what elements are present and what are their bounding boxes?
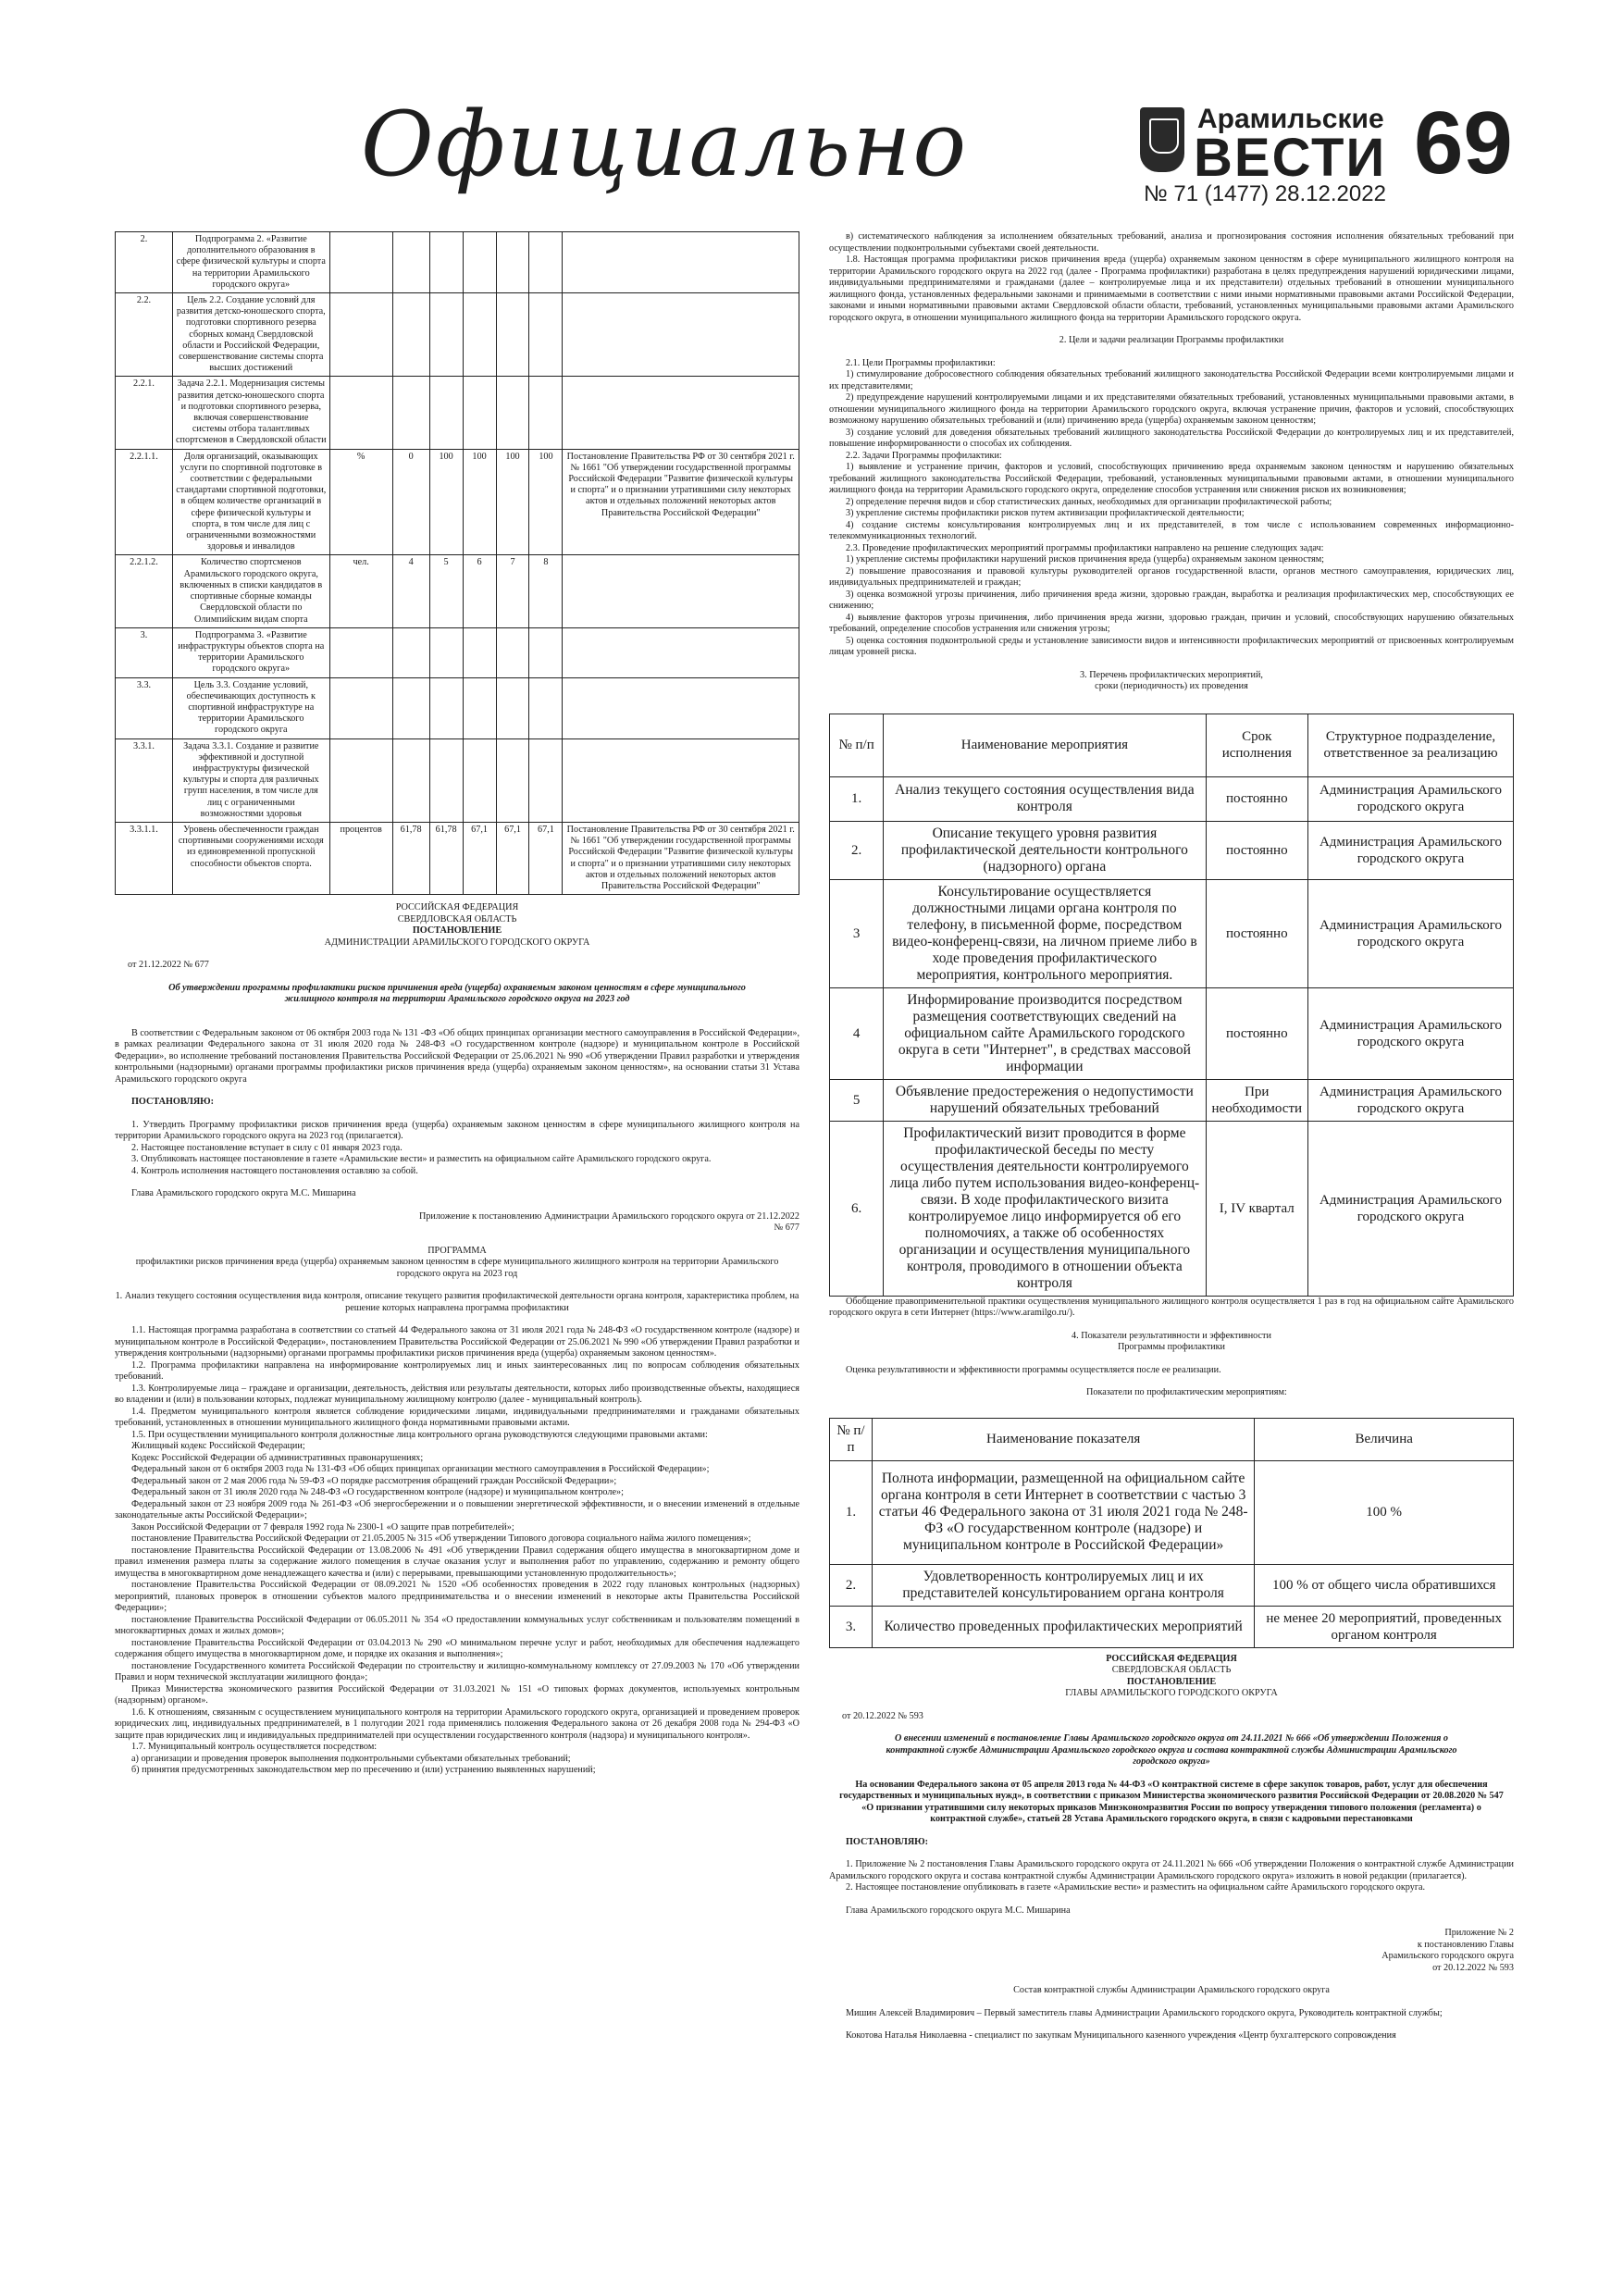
table-row [116, 293, 799, 377]
right-column [829, 231, 1514, 2042]
table-cell: Администрация Арамильского городского округа [1308, 1079, 1514, 1121]
body-paragraph: 1) укрепление системы профилактики нарушений рисков причинения вреда (ущерба) охраняемым законом ценностям; [846, 554, 1324, 565]
signature: Глава Арамильского городского округа М.С. Мишарина [846, 1905, 1071, 1916]
table-cell [429, 377, 463, 449]
table-cell [392, 738, 429, 822]
body-paragraph: в) систематического наблюдения за исполнением обязательных требований, анализа и прогнозирования состояния исполнения обязательных требований при осуществлении подконтрольными субъектами своей деятельности. [829, 231, 1514, 254]
table-cell [429, 677, 463, 738]
table-cell: 100 [529, 449, 563, 555]
doc-header-line: РОССИЙСКАЯ ФЕДЕРАЦИЯ [395, 902, 519, 913]
table-cell: Администрация Арамильского городского округа [1308, 821, 1514, 879]
body-paragraph: 2) определение перечня видов и сбор статистических данных, необходимых для организации профилактической работы; [846, 496, 1332, 507]
table-cell: Информирование производится посредством размещения соответствующих сведений на официальном сайте Арамильского городского округа в сети "Интернет", в средствах массовой информации [884, 987, 1206, 1079]
table-cell [392, 627, 429, 677]
body-paragraph: 2.1. Цели Программы профилактики: [846, 357, 996, 368]
table-cell: 100 [496, 449, 529, 555]
table-row [830, 1079, 1514, 1121]
table-cell: Объявление предостережения о недопустимости нарушений обязательных требований [884, 1079, 1206, 1121]
table-row [830, 821, 1514, 879]
table-cell [463, 232, 496, 293]
newspaper-logo [1140, 104, 1387, 188]
table-cell: Администрация Арамильского городского округа [1308, 1121, 1514, 1296]
table-row [116, 377, 799, 449]
table-row [830, 1606, 1514, 1647]
table-cell: 61,78 [429, 822, 463, 894]
table-cell: Описание текущего уровня развития профилактической деятельности контрольного (надзорного) органа [884, 821, 1206, 879]
events-table [829, 714, 1514, 1297]
program-body [115, 1325, 799, 1777]
table-cell: Цель 3.3. Создание условий, обеспечивающих доступность к спортивной инфраструктуре на территории Арамильского городского округа [172, 677, 329, 738]
table-cell: 3. [116, 627, 173, 677]
table-row [116, 627, 799, 677]
column-header: № п/п [830, 714, 884, 776]
section-subheading: сроки (периодичность) их проведения [1095, 681, 1248, 691]
body-paragraph: 4) выявление факторов угрозы причинения, либо причинения вреда жизни, здоровью граждан, причин и условий, способствующих нарушению обязательных требований, определение способов устранения или снижения угрозы; [829, 612, 1514, 634]
table-cell [563, 677, 799, 738]
appendix-line: от 20.12.2022 № 593 [1432, 1962, 1514, 1973]
table-row [116, 555, 799, 627]
program-title: ПРОГРАММА [427, 1245, 487, 1256]
table-cell [496, 293, 529, 377]
table-cell: 2. [116, 232, 173, 293]
table-cell [392, 232, 429, 293]
table-cell [563, 738, 799, 822]
section-heading: 1. Анализ текущего состояния осуществления вида контроля, описание текущего развития профилактической деятельности органа контроля, характеристика проблем, на решение которых направлена программа профилактики [115, 1291, 799, 1313]
issue-number: № 71 (1477) 28.12.2022 [1144, 181, 1386, 206]
body-paragraph: 1.3. Контролируемые лица – граждане и организации, деятельность, действия или результаты деятельности, которых либо производственные объекты, находящиеся во владении и (или) в пользовании которых, подлежат муниципальному жилищному контролю (далее - муниципальный контроль). [115, 1383, 799, 1406]
table-cell: 4 [830, 987, 884, 1079]
table-cell: Цель 2.2. Создание условий для развития детско-юношеского спорта, подготовки спортивного резерва сборных команд Свердловской области и Российской Федерации, совершенствование системы спорта высших достижений [172, 293, 329, 377]
table-cell [429, 293, 463, 377]
table-cell: 67,1 [529, 822, 563, 894]
table-cell [392, 377, 429, 449]
body-paragraph: 2) повышение правосознания и правовой культуры руководителей органов государственной власти, органов местного самоуправления, юридических лиц, индивидуальных предпринимателей и граждан; [829, 565, 1514, 588]
member-entry: Кокотова Наталья Николаевна - специалист по закупкам Муниципального казенного учреждения «Центр бухгалтерского сопровождения [846, 2030, 1396, 2041]
table-cell: Анализ текущего состояния осуществления вида контроля [884, 776, 1206, 821]
table-row [116, 449, 799, 555]
table-cell [529, 738, 563, 822]
table-cell [529, 627, 563, 677]
doc-basis: На основании Федерального закона от 05 апреля 2013 года № 44-ФЗ «О контрактной системе в сфере закупок товаров, работ, услуг для обеспечения государственных и муниципальных нужд», в соответствии с приказом Министерства экономического развития Российской Федерации от 20.08.2020 № 547 «О признании утратившими силу некоторых приказов Минэкономразвития России по вопросу утверждения типового положения (регламента) о контрактной службе», статьей 28 Устава Арамильского городского округа, в связи с кадровыми перестановками [839, 1779, 1504, 1824]
table-cell: 100 [463, 449, 496, 555]
table-row [830, 1121, 1514, 1296]
section-heading: 4. Показатели результативности и эффективности [1072, 1330, 1271, 1341]
doc-date: от 21.12.2022 № 677 [128, 960, 209, 971]
left-column [115, 231, 799, 1777]
table-cell: 100 % [1255, 1460, 1514, 1564]
doc-header-line: РОССИЙСКАЯ ФЕДЕРАЦИЯ [1106, 1653, 1237, 1664]
table-cell [529, 677, 563, 738]
table-header-row [830, 1418, 1514, 1460]
indicators-results-table [829, 1418, 1514, 1648]
doc-header-line: АДМИНИСТРАЦИИ АРАМИЛЬСКОГО ГОРОДСКОГО ОКРУГА [324, 937, 590, 948]
table-cell [563, 627, 799, 677]
table-row [830, 879, 1514, 987]
table-row [116, 822, 799, 894]
table-cell: 3 [830, 879, 884, 987]
section-subheading: Программы профилактики [1117, 1342, 1226, 1352]
decree-item: 2. Настоящее постановление вступает в силу с 01 января 2023 года. [131, 1142, 403, 1153]
signature: Глава Арамильского городского округа М.С. Мишарина [131, 1188, 356, 1199]
table-cell: 3.3.1. [116, 738, 173, 822]
body-paragraph: 1.2. Программа профилактики направлена на информирование контролируемых лиц и иных заинтересованных лиц по вопросам соблюдения обязательных требований. [115, 1359, 799, 1383]
decree-word: ПОСТАНОВЛЯЮ: [846, 1836, 929, 1847]
table-cell: постоянно [1206, 776, 1308, 821]
table-cell: Администрация Арамильского городского округа [1308, 879, 1514, 987]
body-paragraph: 3) укрепление системы профилактики рисков путем активизации профилактической деятельности; [846, 508, 1245, 518]
decree-item: 3. Опубликовать настоящее постановление в газете «Арамильские вести» и разместить на официальном сайте Арамильского городского округа. [131, 1154, 712, 1165]
body-paragraph: 1.1. Настоящая программа разработана в соответствии со статьей 44 Федерального закона от 31 июля 2021 года № 248-ФЗ «О государственном контроле (надзоре) и муниципальном контроле в Российской Федерации», постановлением Правительства Российской Федерации от 25.06.2021 № 990 «Об утверждении Правил разработки и утверждения контрольными (надзорными) органами программы профилактики рисков причинения вреда (ущерба) охраняемым законом ценностям». [115, 1325, 799, 1359]
table-cell: Профилактический визит проводится в форме профилактической беседы по месту осуществления деятельности контролируемого лица либо путем использования видео-конференц-связи. В ходе профилактического визита контролируемое лицо информируется об его полномочиях, а также об особенностях организации и осуществления муниципального контроля, проводимого в отношении объекта контроля [884, 1121, 1206, 1296]
body-paragraph: 3) создание условий для доведения обязательных требований жилищного законодательства Российской Федерации до контролируемых лиц и их представителей, повышение информированности о способах их соблюдения. [829, 427, 1514, 449]
table-cell: Количество проведенных профилактических мероприятий [872, 1606, 1254, 1647]
table-cell: 6 [463, 555, 496, 627]
table-row [116, 738, 799, 822]
doc-header-line: ГЛАВЫ АРАМИЛЬСКОГО ГОРОДСКОГО ОКРУГА [1065, 1688, 1278, 1698]
appendix-note: Приложение к постановлению Администрации Арамильского городского округа от 21.12.2022 № 677 [418, 1210, 799, 1234]
table-cell [429, 738, 463, 822]
table-cell [392, 293, 429, 377]
practice-note: Обобщение правоприменительной практики осуществления муниципального жилищного контроля осуществляется 1 раз в год на официальном сайте Арамильского городского округа в сети Интернет (https://www.aramilgo.ru/). [829, 1296, 1514, 1318]
table-cell: 1. [830, 1460, 873, 1564]
decree-item: 2. Настоящее постановление опубликовать в газете «Арамильские вести» и разместить на официальном сайте Арамильского городского округа. [846, 1882, 1426, 1893]
table-cell [329, 377, 392, 449]
body-paragraph: постановление Правительства Российской Федерации от 13.08.2006 № 491 «Об утверждении Правил содержания общего имущества в многоквартирном доме и правил изменения размера платы за содержание жилого помещения в случае оказания услуг и выполнения работ по управлению, содержанию и ремонту общего имущества в многоквартирном доме ненадлежащего качества и (или) с перерывами, превышающими установленную продолжительность»; [115, 1545, 799, 1579]
table-cell: 1. [830, 776, 884, 821]
coat-of-arms-icon [1140, 107, 1184, 172]
body-paragraph: 1.7. Муниципальный контроль осуществляется посредством: [131, 1742, 378, 1753]
table-header-row [830, 714, 1514, 776]
table-cell [529, 293, 563, 377]
table-cell: Уровень обеспеченности граждан спортивными сооружениями исходя из единовременной пропускной способности объектов спорта. [172, 822, 329, 894]
table-row [830, 1564, 1514, 1606]
doc-title: Об утверждении программы профилактики рисков причинения вреда (ущерба) охраняемым законом ценностям в сфере муниципального жилищного контроля на территории Арамильского городского округа на 2023 год [168, 982, 746, 1005]
decree-item: 1. Приложение № 2 постановления Главы Арамильского городского округа от 24.11.2021 № 666 «Об утверждении Положения о контрактной службе Администрации Арамильского городского округа и состава контрактной службы Администрации Арамильского городского округа» изложить в новой редакции (прилагается). [829, 1859, 1514, 1881]
section-heading: 2. Цели и задачи реализации Программы профилактики [1059, 335, 1284, 345]
body-paragraph: постановление Правительства Российской Федерации от 03.04.2013 № 290 «О минимальном перечне услуг и работ, необходимых для обеспечения надлежащего содержания общего имущества в многоквартирном доме, и порядке их оказания и выполнения»; [115, 1637, 799, 1660]
body-paragraph: Показатели по профилактическим мероприятиям: [1086, 1387, 1287, 1397]
body-paragraph: 2.3. Проведение профилактических мероприятий программы профилактики направлено на решение следующих задач: [846, 542, 1324, 553]
table-cell [329, 738, 392, 822]
body-paragraph: Федеральный закон от 31 июля 2020 года № 248-ФЗ «О государственном контроле (надзоре) и муниципальном контроле»; [131, 1487, 624, 1498]
doc-title: О внесении изменений в постановление Главы Арамильского городского округа от 24.11.2021 № 666 «Об утверждении Положения о контрактной службе Администрации Арамильского городского округа и состава контрактной службы Администрации Арамильского городского округа» [886, 1733, 1457, 1767]
section-title: Официально [361, 93, 969, 196]
table-cell [463, 293, 496, 377]
section-heading: 3. Перечень профилактических мероприятий, [1080, 669, 1263, 680]
body-paragraph: 1.8. Настоящая программа профилактики рисков причинения вреда (ущерба) охраняемым законом ценностям в сфере муниципального жилищного контроля на территории Арамильского городского округа на 2022 год (далее - Программа профилактики) разработана в целях предупреждения нарушений юридическими лицами, индивидуальными предпринимателями и гражданами (далее – контролируемые лица и их представители) отдельных требований в отношении муниципального жилищного фонда, установленных федеральными законами и принимаемыми в соответствии с ними иными нормативными правовыми актами Российской Федерации, законами и иными нормативными правовыми актами Свердловской области области, требований, установленных муниципальными правовыми актами Арамильского городского округа, в отношении муниципального жилищного фонда на территории Арамильского городского округа. [829, 254, 1514, 323]
table-cell: процентов [329, 822, 392, 894]
table-cell [563, 232, 799, 293]
table-row [830, 776, 1514, 821]
table-cell [496, 677, 529, 738]
table-cell: Постановление Правительства РФ от 30 сентября 2021 г. № 1661 "Об утверждении государственной программы Российской Федерации "Развитие физической культуры и спорта" и о признании утратившими силу некоторых актов и отдельных положений некоторых актов Правительства Российской Федерации" [563, 449, 799, 555]
table-cell: не менее 20 мероприятий, проведенных органом контроля [1255, 1606, 1514, 1647]
table-cell: Количество спортсменов Арамильского городского округа, включенных в списки кандидатов в спортивные сборные команды Свердловской области по Олимпийским видам спорта [172, 555, 329, 627]
table-cell: 8 [529, 555, 563, 627]
table-cell: постоянно [1206, 879, 1308, 987]
table-cell: 2.2.1.1. [116, 449, 173, 555]
table-cell: 67,1 [463, 822, 496, 894]
body-paragraph: Приказ Министерства экономического развития Российской Федерации от 31.03.2021 № 151 «О типовых формах документов, используемых контрольным (надзорным) органом». [115, 1683, 799, 1706]
page-number: 69 [1414, 93, 1513, 192]
table-cell: постоянно [1206, 821, 1308, 879]
table-cell: постоянно [1206, 987, 1308, 1079]
table-cell: Задача 2.2.1. Модернизация системы развития детско-юношеского спорта и подготовки спортивного резерва, включая совершенствование системы отбора талантливых спортсменов в Свердловской области [172, 377, 329, 449]
column-header: № п/п [830, 1418, 873, 1460]
table-cell: 0 [392, 449, 429, 555]
table-cell: 2.2.1. [116, 377, 173, 449]
table-cell: I, IV квартал [1206, 1121, 1308, 1296]
body-paragraph: Закон Российской Федерации от 7 февраля 1992 года № 2300-1 «О защите прав потребителей»; [131, 1521, 514, 1533]
body-paragraph: Кодекс Российской Федерации об административных правонарушениях; [131, 1452, 424, 1463]
column-header: Величина [1255, 1418, 1514, 1460]
column-header: Структурное подразделение, ответственное за реализацию [1308, 714, 1514, 776]
doc-header-line: ПОСТАНОВЛЕНИЕ [1126, 1676, 1217, 1687]
table-cell: 2.2.1.2. [116, 555, 173, 627]
table-cell: 5 [830, 1079, 884, 1121]
member-entry: Мишин Алексей Владимирович – Первый заместитель главы Администрации Арамильского городского округа, Руководитель контрактной службы; [846, 2007, 1443, 2018]
indicators-table [115, 231, 799, 895]
table-cell [496, 232, 529, 293]
table-row [116, 677, 799, 738]
table-cell: 2. [830, 821, 884, 879]
body-paragraph: 1.5. При осуществлении муниципального контроля должностные лица контрольного органа руководствуются следующими правовыми актами: [131, 1429, 708, 1440]
doc-header-line: СВЕРДЛОВСКАЯ ОБЛАСТЬ [1111, 1665, 1232, 1675]
body-paragraph: а) организации и проведения проверок выполнения подконтрольными субъектами обязательных требований; [131, 1753, 571, 1764]
table-row [830, 987, 1514, 1079]
appendix-line: Арамильского городского округа [1381, 1951, 1514, 1961]
table-cell: 6. [830, 1121, 884, 1296]
table-cell: 7 [496, 555, 529, 627]
table-cell [563, 555, 799, 627]
table-cell [392, 677, 429, 738]
body-paragraph: Оценка результативности и эффективности программы осуществляется после ее реализации. [846, 1364, 1221, 1375]
table-cell: 2. [830, 1564, 873, 1606]
table-cell: Консультирование осуществляется должностными лицами органа контроля по телефону, в письменной форме, посредством видео-конференц-связи, на личном приеме либо в ходе проведения профилактического мероприятия, контрольного мероприятия. [884, 879, 1206, 987]
body-paragraph: Федеральный закон от 23 ноября 2009 года № 261-ФЗ «Об энергосбережении и о повышении энергетической эффективности, и о внесении изменений в отдельные законодательные акты Российской Федерации»; [115, 1498, 799, 1521]
body-paragraph: 3) оценка возможной угрозы причинения, либо причинения вреда жизни, здоровью граждан, выработка и реализация профилактических мер, способствующих ее снижению; [829, 589, 1514, 611]
body-paragraph: Федеральный закон от 6 октября 2003 года № 131-ФЗ «Об общих принципах организации местного самоуправления в Российской Федерации»; [131, 1464, 710, 1475]
table-cell [529, 232, 563, 293]
table-cell [463, 677, 496, 738]
doc-preamble: В соответствии с Федеральным законом от 06 октября 2003 года № 131 -ФЗ «Об общих принципах организации местного самоуправления в Российской Федерации», в рамках реализации Федерального закона от 31 июля 2020 года № 248-ФЗ «О государственном контроле (надзоре) и муниципальном контроле в Российской Федерации», во исполнение требований постановления Правительства Российской Федерации от 25.06.2021 № 990 «Об утверждении Правил разработки и утверждения контрольными (надзорными) органами программы профилактики рисков причинения вреда (ущерба) охраняемым законом ценностям», на основании статьи 31 Устава Арамильского городского округа [115, 1027, 799, 1085]
body-paragraph: Жилищный кодекс Российской Федерации; [131, 1441, 305, 1452]
doc-header-line: ПОСТАНОВЛЕНИЕ [412, 925, 502, 937]
table-cell: 67,1 [496, 822, 529, 894]
table-cell: 5 [429, 555, 463, 627]
table-cell [329, 627, 392, 677]
column-header: Наименование мероприятия [884, 714, 1206, 776]
body-paragraph: Федеральный закон от 2 мая 2006 года № 59-ФЗ «О порядке рассмотрения обращений граждан Российской Федерации»; [131, 1475, 617, 1486]
table-cell [463, 627, 496, 677]
table-cell [529, 377, 563, 449]
table-cell [563, 293, 799, 377]
column-header: Наименование показателя [872, 1418, 1254, 1460]
body-paragraph: 1.6. К отношениям, связанным с осуществлением муниципального контроля на территории Арамильского городского округа, организацией и проведением проверок юридических лиц, индивидуальных предпринимателей, в 1 полугодии 2021 года применялись положения Федерального закона от 26 декабря 2008 года № 294-ФЗ «О защите прав юридических лиц и индивидуальных предпринимателей при осуществлении государственного контроля (надзора) и муниципального контроля». [115, 1706, 799, 1741]
table-cell: Полнота информации, размещенной на официальном сайте органа контроля в сети Интернет в соответствии с частью 3 статьи 46 Федерального закона от 31 июля 2021 года № 248-ФЗ «О государственном контроле (надзоре) и муниципальном контроле в Российской Федерации» [872, 1460, 1254, 1564]
body-paragraph: 1) выявление и устранение причин, факторов и условий, способствующих причинению вреда охраняемым законом ценностям и нарушению обязательных требований жилищного законодательства Российской Федерации, требований, установленных муниципальными правовыми актами, в отношении муниципального жилищного фонда на территории Арамильского городского округа, определение способов устранения или снижения рисков их возникновения; [829, 462, 1514, 495]
table-cell: Постановление Правительства РФ от 30 сентября 2021 г. № 1661 "Об утверждении государственной программы Российской Федерации "Развитие физической культуры и спорта" и о признании утратившими силу некоторых актов и отдельных положений некоторых актов Правительства Российской Федерации" [563, 822, 799, 894]
table-cell [463, 738, 496, 822]
body-paragraph: 2) предупреждение нарушений контролируемыми лицами и их представителями обязательных требований, установленных муниципальными правовыми актами, в отношении муниципального жилищного фонда на территории Арамильского городского округа, включая устранение причин, факторов и условий, способствующих возможному нарушению обязательных требований и (или) причинению вреда (ущерба) охраняемым законом ценностям; [829, 392, 1514, 426]
appendix-line: к постановлению Главы [1417, 1939, 1514, 1950]
table-cell: Удовлетворенность контролируемых лиц и их представителей консультированием органа контроля [872, 1564, 1254, 1606]
decree-item: 4. Контроль исполнения настоящего постановления оставляю за собой. [131, 1165, 418, 1176]
appendix-line: Приложение № 2 [1444, 1928, 1514, 1938]
table-cell [329, 293, 392, 377]
body-paragraph: постановление Правительства Российской Федерации от 08.09.2021 № 1520 «Об особенностях проведения в 2022 году плановых контрольных (надзорных) мероприятий, плановых проверок в отношении субъектов малого предпринимательства и о внесении изменений в некоторые акты Правительства Российской Федерации»; [115, 1580, 799, 1614]
table-cell: % [329, 449, 392, 555]
table-cell: 100 [429, 449, 463, 555]
table-cell: 3.3. [116, 677, 173, 738]
goals-body [829, 358, 1514, 659]
body-paragraph: постановление Правительства Российской Федерации от 21.05.2005 № 315 «Об утверждении Типового договора социального найма жилого помещения»; [131, 1533, 751, 1545]
table-row [830, 1460, 1514, 1564]
table-cell: Доля организаций, оказывающих услуги по спортивной подготовке в соответствии с федеральными стандартами спортивной подготовки, в общем количестве организаций в сфере физической культуры и спорта, в том числе для лиц с ограниченными возможностями здоровья и инвалидов [172, 449, 329, 555]
decree-word: ПОСТАНОВЛЯЮ: [131, 1097, 215, 1108]
table-cell: 100 % от общего числа обратившихся [1255, 1564, 1514, 1606]
table-cell: Администрация Арамильского городского округа [1308, 776, 1514, 821]
table-cell: Подпрограмма 3. «Развитие инфраструктуры объектов спорта на территории Арамильского городского округа» [172, 627, 329, 677]
body-paragraph: 1.4. Предметом муниципального контроля является соблюдение юридическими лицами, индивидуальными предпринимателями и гражданами обязательных требований, установленных в отношении муниципального жилищного фонда нормативными правовыми актами. [115, 1406, 799, 1429]
table-cell [429, 627, 463, 677]
body-paragraph: постановление Государственного комитета Российской Федерации по строительству и жилищно-коммунальному комплексу от 27.09.2003 № 170 «Об утверждении Правил и норм технической эксплуатации жилищного фонда»; [115, 1660, 799, 1683]
table-cell [463, 377, 496, 449]
table-cell: чел. [329, 555, 392, 627]
table-cell [429, 232, 463, 293]
body-paragraph: 1) стимулирование добросовестного соблюдения обязательных требований жилищного законодательства Российской Федерации всеми контролируемыми лицами и их представителями; [829, 369, 1514, 391]
table-cell: Подпрограмма 2. «Развитие дополнительного образования в сфере физической культуры и спорта на территории Арамильского городского округа» [172, 232, 329, 293]
decree-item: 1. Утвердить Программу профилактики рисков причинения вреда (ущерба) охраняемым законом ценностям в сфере муниципального жилищного контроля на территории Арамильского городского округа на 2023 год (прилагается). [115, 1119, 799, 1142]
table-cell [496, 738, 529, 822]
table-cell [496, 377, 529, 449]
table-cell: 3. [830, 1606, 873, 1647]
body-paragraph: 2.2. Задачи Программы профилактики: [846, 450, 1002, 461]
logo-bottom-text: ВЕСТИ [1194, 128, 1387, 188]
table-cell: 3.3.1.1. [116, 822, 173, 894]
table-cell [563, 377, 799, 449]
table-cell: При необходимости [1206, 1079, 1308, 1121]
table-cell: Администрация Арамильского городского округа [1308, 987, 1514, 1079]
composition-title: Состав контрактной службы Администрации Арамильского городского округа [1013, 1985, 1330, 1995]
program-subtitle: профилактики рисков причинения вреда (ущерба) охраняемым законом ценностям в сфере муниципального жилищного контроля на территории Арамильского городского округа на 2023 год [135, 1257, 779, 1279]
table-cell: 61,78 [392, 822, 429, 894]
doc-date: от 20.12.2022 № 593 [842, 1710, 923, 1721]
body-paragraph: б) принятия предусмотренных законодательством мер по пресечению и (или) устранению выявленных нарушений; [131, 1765, 596, 1776]
table-cell [329, 232, 392, 293]
column-header: Срок исполнения [1206, 714, 1308, 776]
table-cell [496, 627, 529, 677]
table-cell [329, 677, 392, 738]
table-cell: 4 [392, 555, 429, 627]
table-row [116, 232, 799, 293]
table-cell: Задача 3.3.1. Создание и развитие эффективной и доступной инфраструктуры физической культуры и спорта для различных групп населения, в том числе для лиц с ограниченными возможностями здоровья [172, 738, 329, 822]
table-cell: 2.2. [116, 293, 173, 377]
logo-top-text: Арамильские [1197, 104, 1384, 134]
doc-header-line: СВЕРДЛОВСКАЯ ОБЛАСТЬ [397, 913, 517, 925]
body-paragraph: 4) создание системы консультирования контролируемых лиц и их представителей, в том числе с использованием современных информационно-телекоммуникационных технологий. [829, 519, 1514, 541]
body-paragraph: 5) оценка состояния подконтрольной среды и установление зависимости видов и интенсивности профилактических мероприятий от присвоенных контролируемым лицам уровней риска. [829, 635, 1514, 657]
body-paragraph: постановление Правительства Российской Федерации от 06.05.2011 № 354 «О предоставлении коммунальных услуг собственникам и пользователям помещений в многоквартирных домах и жилых домов»; [115, 1614, 799, 1637]
